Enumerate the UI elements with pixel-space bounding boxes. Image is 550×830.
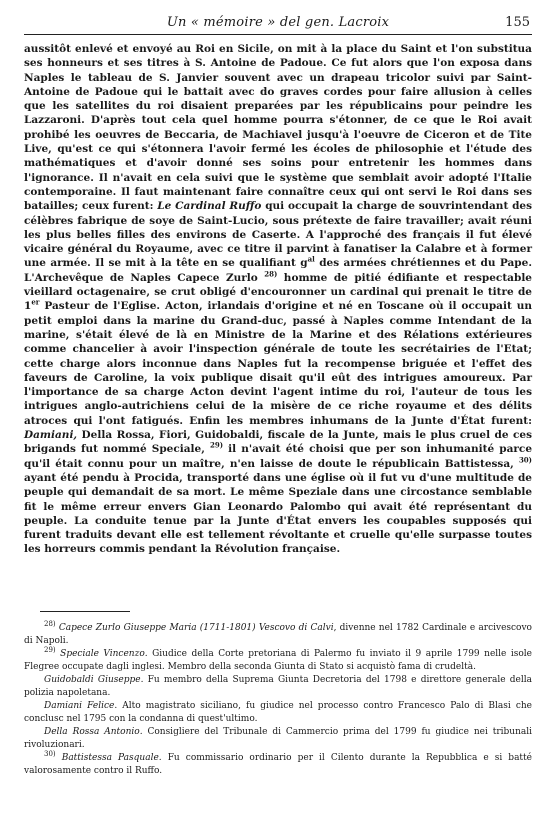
body-text-segment: il n'avait été choisi que per son inhumanité parce qu'il était connu pour un maître, n'en laisse de doute le républicain Battistessa, [24,443,532,470]
running-title: Un « mémoire » del gen. Lacroix [166,15,390,30]
footnote-item [24,726,532,752]
footnote-ref-29[interactable]: 29) [209,440,224,450]
footnote-item [24,648,532,674]
footnote-name: Guidobaldi Giuseppe [44,675,141,685]
body-text-segment: Pasteur de l'Eglise. Acton, irlandais d'origine et né en Toscane où il occupait un petit emploi dans la marine du Grand-duc, passé à Naples comme Intendant de la marine, s'était élevé de là en Ministre de la Marine et des Rélations extérieures comme chancelier à avoir l'inspection générale de toute les secrétairies de l'Etat; cette charge alors inconnue dans Naples fut la recompense briguée et l'effet des faveurs de Caroline, la voix publique disait qu'il eût des intrigues amoureux. Par l'importance de sa charge Acton devint l'agent intime du roi, l'auteur de tous les intrigues anglo-autrichiens celui de la misère de ce riche royaume et des délits atroces qui l'ont fatigués. Enfin les membres inhumans de la Junte d'État furent: [24,300,532,427]
body-text-segment: aussitôt enlevé et envoyé au Roi en Sicile, on mit à la place du Saint et l'on substitua ses honneurs et ses titres à S. Antoine de Padoue. Ce fut alors que l'on exposa dans Naples le tableau de S. Janvier souvent avec un drapeau tricolor suivi par Saint-Antoine de Padoue qui le battait avec do graves cordes pour faire allusion à celles que les satellites du roi disaient preparées par les républicains pour peindre les Lazzaroni. D'après tout cela quel homme pourra s'étonner, de ce que le Roi avait prohibé les oeuvres de Beccaria, de Machiavel jusqu'à l'oeuvre de Ciceron et de Tite Live, qu'est ce qui s'étonnera l'avoir fermé les écoles de philosophie et l'étude des mathématiques et d'avoir donné ses soins pour entretenir les hommes dans l'ignorance. Il n'avait en cela suivi que le système que semblait avoir adopté l'Italie contemporaine. Il faut maintenant faire connaître ceux qui ont servi le Roi dans ses batailles; ceux furent: [24,43,532,213]
footnote-name: Della Rossa Antonio [44,727,140,737]
footnote-item [24,674,532,700]
junta-first-name: Damiani, [24,429,78,442]
body-text-segment: qui occupait la charge de souvrintendant des célèbres fabrique de soye de Saint-Lucio, sous prétexte de faire travailler; avait réuni les plus belles filles des environs de Caserte. A l'approché des français il fut élevé vicaire général du Royaume, avec ce titre il parvint à fanatiser la Calabre et à former une armée. Il se mit à la tête en se qualifiant g [24,200,533,270]
superscript-gal: al [307,254,315,264]
superscript-er: er [31,297,40,307]
page-header [24,12,532,35]
footnote-item [24,700,532,726]
footnote-ref-28[interactable]: 28) [264,269,278,279]
footnote-item [24,752,532,778]
footnote-mark: 30) [44,750,56,758]
footnote-mark: 28) [44,620,56,628]
footnote-text: . Fu commissario ordinario per il Cilento durante la Repubblica e si batté valorosamente contro il Ruffo. [24,753,532,776]
footnote-name: Battistessa Pasquale [61,753,159,763]
body-text-segment: ayant été pendu à Procida, transporté dans une église où il fut vu d'une multitude de peuple qui demandait de sa mort. Le même Speziale dans une circostance semblable fit le même erreur envers Gian Leonardo Palombo qui avait été représentant du peuple. La conduite tenue par la Junte d'État envers les coupables supposés qui furent traduits devant elle est tellement révoltante et cruelle qu'elle surpasse toutes les horreurs commis pendant la Révolution française. [24,471,532,556]
footnote-text: . Alto magistrato siciliano, fu giudice nel processo contro Francesco Palo di Blasi che conclusc nel 1795 con la condanna di quest'ultimo. [24,701,532,724]
footnote-text: . Giudice della Corte pretoriana di Palermo fu inviato il 9 aprile 1799 nelle isole Flegree occupate dagli inglesi. Membro della seconda Giunta di Stato si acquistò fama di crudeltà. [24,649,532,672]
footnote-divider [40,611,130,612]
main-paragraph [24,42,532,557]
footnote-text: , divenne nel 1782 Cardinale e arcivescovo di Napoli. [24,623,532,646]
footnote-ref-30[interactable]: 30) [518,455,532,465]
footnote-name: Speciale Vincenzo [60,649,145,659]
body-text-segment: homme de pitié édifiante et respectable vieillard octagenaire, se crut obligé d'encouronner un cardinal qui prenait le titre de 1 [24,271,532,313]
cardinal-ruffo-name: Le Cardinal Ruffo [157,200,262,213]
footnote-text: . Consigliere del Tribunale di Cammercio prima del 1799 fu giudice nei tribunali rivoluzionari. [24,727,533,750]
body-text-segment: Della Rossa, Fiori, Guidobaldi, fiscale de la Junte, mais le plus cruel de ces brigands fut nommé Speciale, [24,429,532,456]
footnote-name: Damiani Felice [44,701,115,711]
footnotes-section [24,622,532,778]
footnote-item [24,622,532,648]
footnote-name: Capece Zurlo Giuseppe Maria (1711-1801) Vescovo di Calvi [58,623,334,633]
footnote-mark: 29) [44,646,56,654]
page-number: 155 [505,15,530,30]
body-text-segment: des armées chrétiennes et du Pape. L'Archevêque de Naples Capece Zurlo [24,257,532,284]
footnote-text: . Fu membro della Suprema Giunta Decretoria del 1798 e direttore generale della polizia napoletana. [24,675,532,698]
